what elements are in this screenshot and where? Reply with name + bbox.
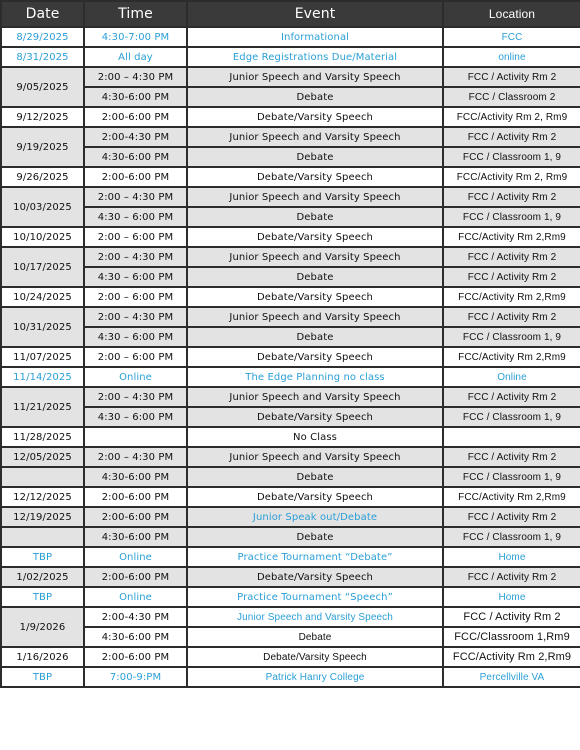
table-row <box>1 647 580 667</box>
event-cell: Edge Registrations Due/Material <box>187 47 443 67</box>
date-cell: 11/07/2025 <box>1 347 84 367</box>
event-cell: Debate <box>187 267 443 287</box>
event-cell: Debate <box>187 87 443 107</box>
event-cell: Debate <box>187 467 443 487</box>
event-cell: Debate/Varsity Speech <box>187 647 443 667</box>
table-row <box>1 307 580 327</box>
time-cell: 4:30 – 6:00 PM <box>84 407 187 427</box>
time-cell: 4:30 – 6:00 PM <box>84 267 187 287</box>
date-cell: 1/16/2026 <box>1 647 84 667</box>
location-cell: FCC / Activity Rm 2 <box>443 247 580 267</box>
date-cell: 12/05/2025 <box>1 447 84 467</box>
table-row <box>1 47 580 67</box>
time-cell: 2:00 – 6:00 PM <box>84 287 187 307</box>
event-cell: Debate/Varsity Speech <box>187 487 443 507</box>
location-cell: FCC / Classroom 1, 9 <box>443 407 580 427</box>
table-row <box>1 87 580 107</box>
table-row <box>1 587 580 607</box>
time-cell: 2:00-6:00 PM <box>84 167 187 187</box>
table-row <box>1 387 580 407</box>
time-cell: Online <box>84 367 187 387</box>
location-cell: FCC / Classroom 1, 9 <box>443 527 580 547</box>
event-cell: Junior Speak out/Debate <box>187 507 443 527</box>
location-cell: FCC/Activity Rm 2, Rm9 <box>443 167 580 187</box>
time-cell: 2:00 – 4:30 PM <box>84 67 187 87</box>
table-row <box>1 487 580 507</box>
time-cell: 2:00-6:00 PM <box>84 487 187 507</box>
time-cell: 2:00-4:30 PM <box>84 607 187 627</box>
location-cell: FCC / Activity Rm 2 <box>443 507 580 527</box>
date-cell: 8/31/2025 <box>1 47 84 67</box>
event-cell: Debate/Varsity Speech <box>187 347 443 367</box>
event-cell: Debate/Varsity Speech <box>187 407 443 427</box>
location-cell: FCC / Activity Rm 2 <box>443 307 580 327</box>
location-cell: FCC/Activity Rm 2,Rm9 <box>443 487 580 507</box>
event-cell: Debate/Varsity Speech <box>187 167 443 187</box>
event-cell: Debate <box>187 327 443 347</box>
time-cell: Online <box>84 547 187 567</box>
table-row <box>1 367 580 387</box>
event-cell: Junior Speech and Varsity Speech <box>187 127 443 147</box>
location-cell: FCC / Activity Rm 2 <box>443 267 580 287</box>
time-cell: 2:00 – 4:30 PM <box>84 447 187 467</box>
date-cell: 1/02/2025 <box>1 567 84 587</box>
time-cell: 2:00-6:00 PM <box>84 647 187 667</box>
table-row <box>1 427 580 447</box>
table-row <box>1 627 580 647</box>
header-location: Location <box>443 1 580 27</box>
table-row <box>1 167 580 187</box>
time-cell: 4:30-6:00 PM <box>84 627 187 647</box>
date-cell: 12/19/2025 <box>1 507 84 527</box>
date-cell <box>1 467 84 487</box>
time-cell: 2:00 – 4:30 PM <box>84 247 187 267</box>
date-cell: 10/03/2025 <box>1 187 84 227</box>
time-cell: 2:00 – 4:30 PM <box>84 187 187 207</box>
time-cell: 2:00 – 4:30 PM <box>84 307 187 327</box>
table-row <box>1 267 580 287</box>
event-cell: Junior Speech and Varsity Speech <box>187 307 443 327</box>
table-row <box>1 227 580 247</box>
time-cell: 4:30 – 6:00 PM <box>84 207 187 227</box>
event-cell: Debate <box>187 527 443 547</box>
event-cell: Junior Speech and Varsity Speech <box>187 447 443 467</box>
table-row <box>1 547 580 567</box>
location-cell: Online <box>443 367 580 387</box>
date-cell: 9/26/2025 <box>1 167 84 187</box>
table-row <box>1 467 580 487</box>
location-cell: FCC/Activity Rm 2,Rm9 <box>443 287 580 307</box>
date-cell: 11/14/2025 <box>1 367 84 387</box>
location-cell: FCC / Activity Rm 2 <box>443 127 580 147</box>
date-cell: 1/9/2026 <box>1 607 84 647</box>
table-row <box>1 507 580 527</box>
time-cell: 2:00 – 6:00 PM <box>84 227 187 247</box>
event-cell: Patrick Hanry College <box>187 667 443 687</box>
event-cell: Informational <box>187 27 443 47</box>
date-cell <box>1 527 84 547</box>
table-row <box>1 447 580 467</box>
time-cell: 2:00-4:30 PM <box>84 127 187 147</box>
date-cell: 10/10/2025 <box>1 227 84 247</box>
event-cell: Junior Speech and Varsity Speech <box>187 67 443 87</box>
header-event: Event <box>187 1 443 27</box>
date-cell: 9/05/2025 <box>1 67 84 107</box>
time-cell: 7:00-9:PM <box>84 667 187 687</box>
time-cell: 2:00-6:00 PM <box>84 567 187 587</box>
time-cell: 4:30-6:00 PM <box>84 87 187 107</box>
date-cell: 9/19/2025 <box>1 127 84 167</box>
location-cell: Percellville VA <box>443 667 580 687</box>
table-row <box>1 147 580 167</box>
location-cell: FCC / Activity Rm 2 <box>443 67 580 87</box>
location-cell: FCC / Activity Rm 2 <box>443 187 580 207</box>
date-cell: TBP <box>1 667 84 687</box>
table-row <box>1 67 580 87</box>
event-cell: Junior Speech and Varsity Speech <box>187 387 443 407</box>
location-cell: FCC / Classroom 1, 9 <box>443 467 580 487</box>
date-cell: 10/31/2025 <box>1 307 84 347</box>
table-row <box>1 567 580 587</box>
table-row <box>1 127 580 147</box>
event-cell: Junior Speech and Varsity Speech <box>187 187 443 207</box>
date-cell: 8/29/2025 <box>1 27 84 47</box>
time-cell: Online <box>84 587 187 607</box>
location-cell <box>443 427 580 447</box>
event-cell: Debate/Varsity Speech <box>187 287 443 307</box>
date-cell: TBP <box>1 547 84 567</box>
location-cell: FCC / Activity Rm 2 <box>443 447 580 467</box>
header-row <box>1 1 580 27</box>
event-cell: Practice Tournament “Speech” <box>187 587 443 607</box>
time-cell: 2:00-6:00 PM <box>84 107 187 127</box>
event-cell: Debate/Varsity Speech <box>187 567 443 587</box>
date-cell: TBP <box>1 587 84 607</box>
time-cell: 4:30-6:00 PM <box>84 527 187 547</box>
location-cell: FCC/Activity Rm 2,Rm9 <box>443 347 580 367</box>
table-row <box>1 527 580 547</box>
event-cell: Debate <box>187 627 443 647</box>
date-cell: 10/17/2025 <box>1 247 84 287</box>
event-cell: Junior Speech and Varsity Speech <box>187 247 443 267</box>
table-row <box>1 347 580 367</box>
date-cell: 12/12/2025 <box>1 487 84 507</box>
event-cell: No Class <box>187 427 443 447</box>
location-cell: FCC / Activity Rm 2 <box>443 607 580 627</box>
event-cell: Junior Speech and Varsity Speech <box>187 607 443 627</box>
table-row <box>1 327 580 347</box>
event-cell: Debate <box>187 147 443 167</box>
table-row <box>1 667 580 687</box>
table-row <box>1 207 580 227</box>
table-row <box>1 27 580 47</box>
location-cell: FCC / Classroom 1, 9 <box>443 327 580 347</box>
table-row <box>1 107 580 127</box>
event-cell: Debate/Varsity Speech <box>187 107 443 127</box>
location-cell: FCC/Activity Rm 2,Rm9 <box>443 227 580 247</box>
location-cell: FCC / Activity Rm 2 <box>443 567 580 587</box>
date-cell: 10/24/2025 <box>1 287 84 307</box>
location-cell: FCC/Activity Rm 2, Rm9 <box>443 107 580 127</box>
table-row <box>1 287 580 307</box>
location-cell: Home <box>443 587 580 607</box>
location-cell: FCC <box>443 27 580 47</box>
location-cell: FCC/Classroom 1,Rm9 <box>443 627 580 647</box>
table-row <box>1 407 580 427</box>
header-date: Date <box>1 1 84 27</box>
table-row <box>1 187 580 207</box>
time-cell: 2:00-6:00 PM <box>84 507 187 527</box>
table-row <box>1 607 580 627</box>
event-cell: The Edge Planning no class <box>187 367 443 387</box>
location-cell: FCC / Classroom 1, 9 <box>443 147 580 167</box>
time-cell <box>84 427 187 447</box>
location-cell: FCC / Classroom 2 <box>443 87 580 107</box>
date-cell: 11/28/2025 <box>1 427 84 447</box>
time-cell: 4:30-7:00 PM <box>84 27 187 47</box>
location-cell: FCC / Classroom 1, 9 <box>443 207 580 227</box>
time-cell: All day <box>84 47 187 67</box>
event-cell: Debate <box>187 207 443 227</box>
location-cell: FCC / Activity Rm 2 <box>443 387 580 407</box>
location-cell: FCC/Activity Rm 2,Rm9 <box>443 647 580 667</box>
event-cell: Debate/Varsity Speech <box>187 227 443 247</box>
location-cell: Home <box>443 547 580 567</box>
time-cell: 4:30-6:00 PM <box>84 467 187 487</box>
date-cell: 11/21/2025 <box>1 387 84 427</box>
time-cell: 2:00 – 6:00 PM <box>84 347 187 367</box>
date-cell: 9/12/2025 <box>1 107 84 127</box>
time-cell: 2:00 – 4:30 PM <box>84 387 187 407</box>
time-cell: 4:30 – 6:00 PM <box>84 327 187 347</box>
table-row <box>1 247 580 267</box>
location-cell: online <box>443 47 580 67</box>
event-cell: Practice Tournament “Debate” <box>187 547 443 567</box>
header-time: Time <box>84 1 187 27</box>
time-cell: 4:30-6:00 PM <box>84 147 187 167</box>
